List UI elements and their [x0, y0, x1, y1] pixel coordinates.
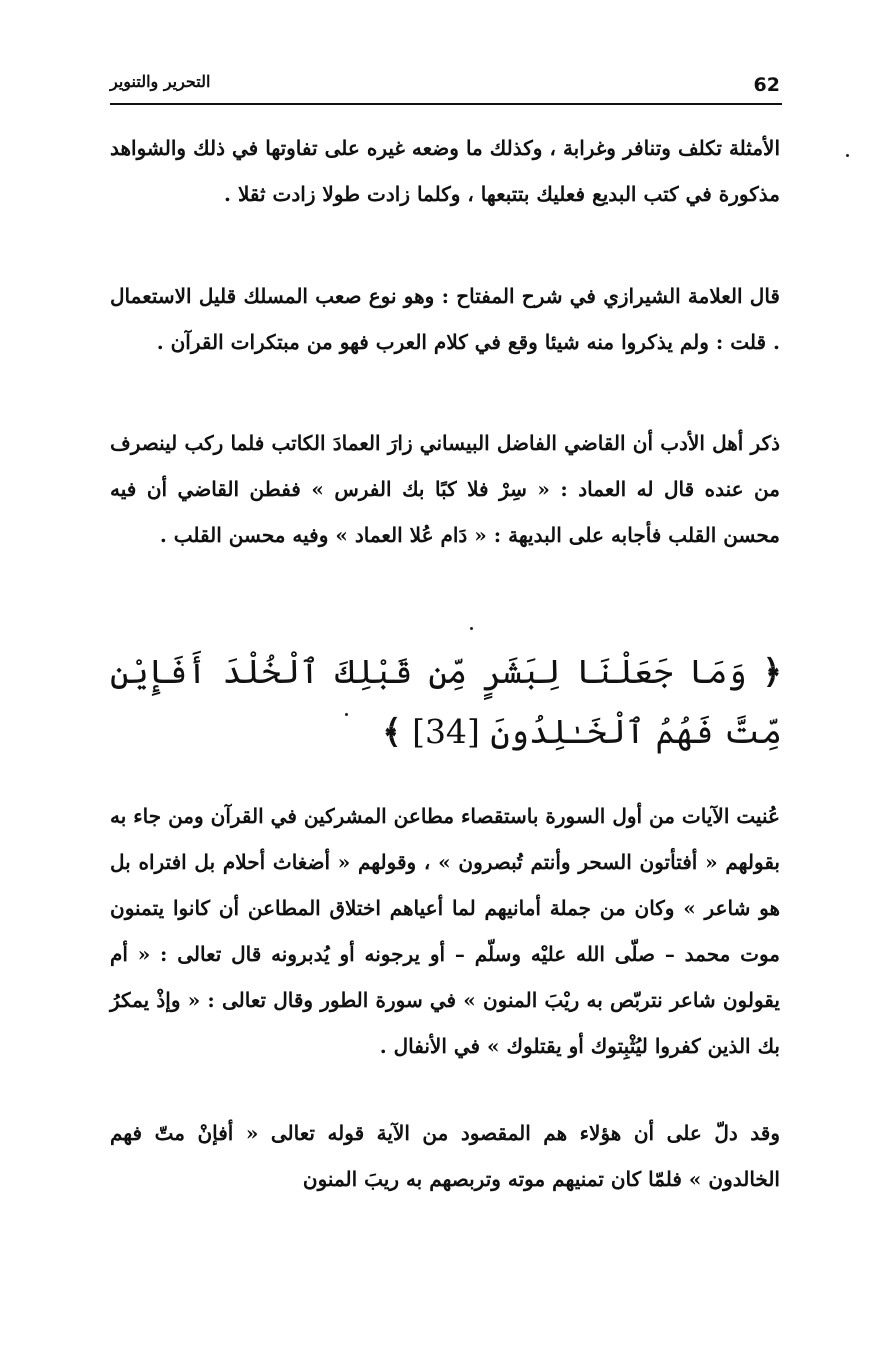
verse-close-bracket: ﴾: [382, 712, 402, 751]
verse-text: وَمَا جَعَلْنَا لِبَشَرٍ مِّن قَبْلِكَ ٱلْخُلْدَ أَفَإِيْن مِّتَّ فَهُمُ ٱلْخَـٰلِدُونَ: [110, 652, 782, 751]
page-header: [110, 72, 780, 102]
paragraph-shirazi-quote: قال العلامة الشيرازي في شرح المفتاح : وهو نوع صعب المسلك قليل الاستعمال . قلت : ولم يذكروا منه شيئا وقع في كلام العرب فهو من مبتكرات القرآن .: [110, 284, 780, 354]
margin-dot: [846, 154, 849, 157]
margin-dot: [345, 713, 348, 716]
paragraph-tafsir-continuation: وقد دلّ على أن هؤلاء هم المقصود من الآية قوله تعالى « أفإنْ متّ فهم الخالدون » فلمّا كان تمنيهم موته وتربصهم به ريبَ المنون: [110, 1121, 780, 1191]
paragraph-badi-examples: الأمثلة تكلف وتنافر وغرابة ، وكذلك ما وضعه غيره على تفاوتها في ذلك والشواهد مذكورة في كتب البديع فعليك بتتبعها ، وكلما زادت طولا زادت ثقلا .: [110, 136, 780, 206]
running-title: التحرير والتنوير: [110, 72, 211, 91]
verse-number: [34]: [412, 712, 480, 751]
margin-dot: [470, 627, 473, 630]
page-number: 62: [753, 74, 780, 96]
header-rule: [110, 103, 782, 105]
paragraph-tafsir-intro: عُنيت الآيات من أول السورة باستقصاء مطاعن المشركين في القرآن ومن جاء به بقولهم « أفتأتون السحر وأنتم تُبصرون » ، وقولهم « أضغاث أحلام بل افتراه بل هو شاعر » وكان من جملة أمانيهم لما أعياهم اختلاق المطاعن أن كانوا يتمنون موت محمد – صلّى الله عليْه وسلّم – أو يرجونه أو يُدبرونه قال تعالى : « أم يقولون شاعر نتربّص به ريْبَ المنون » في سورة الطور وقال تعالى : « وإذْ يمكرُ بك الذين كفروا ليُثْبِتوك أو يقتلوك » في الأنفال .: [110, 804, 780, 1058]
paragraph-qadi-anecdote: ذكر أهل الأدب أن القاضي الفاضل البيساني زارَ العمادَ الكاتب فلما ركب لينصرف من عنده قال له العماد : « سِرْ فلا كبًا بك الفرس » ففطن القاضي أن فيه محسن القلب فأجابه على البديهة : « دَام عُلا العماد » وفيه محسن القلب .: [110, 431, 780, 547]
quran-verse: [110, 642, 782, 762]
verse-open-bracket: ﴿: [762, 652, 782, 691]
